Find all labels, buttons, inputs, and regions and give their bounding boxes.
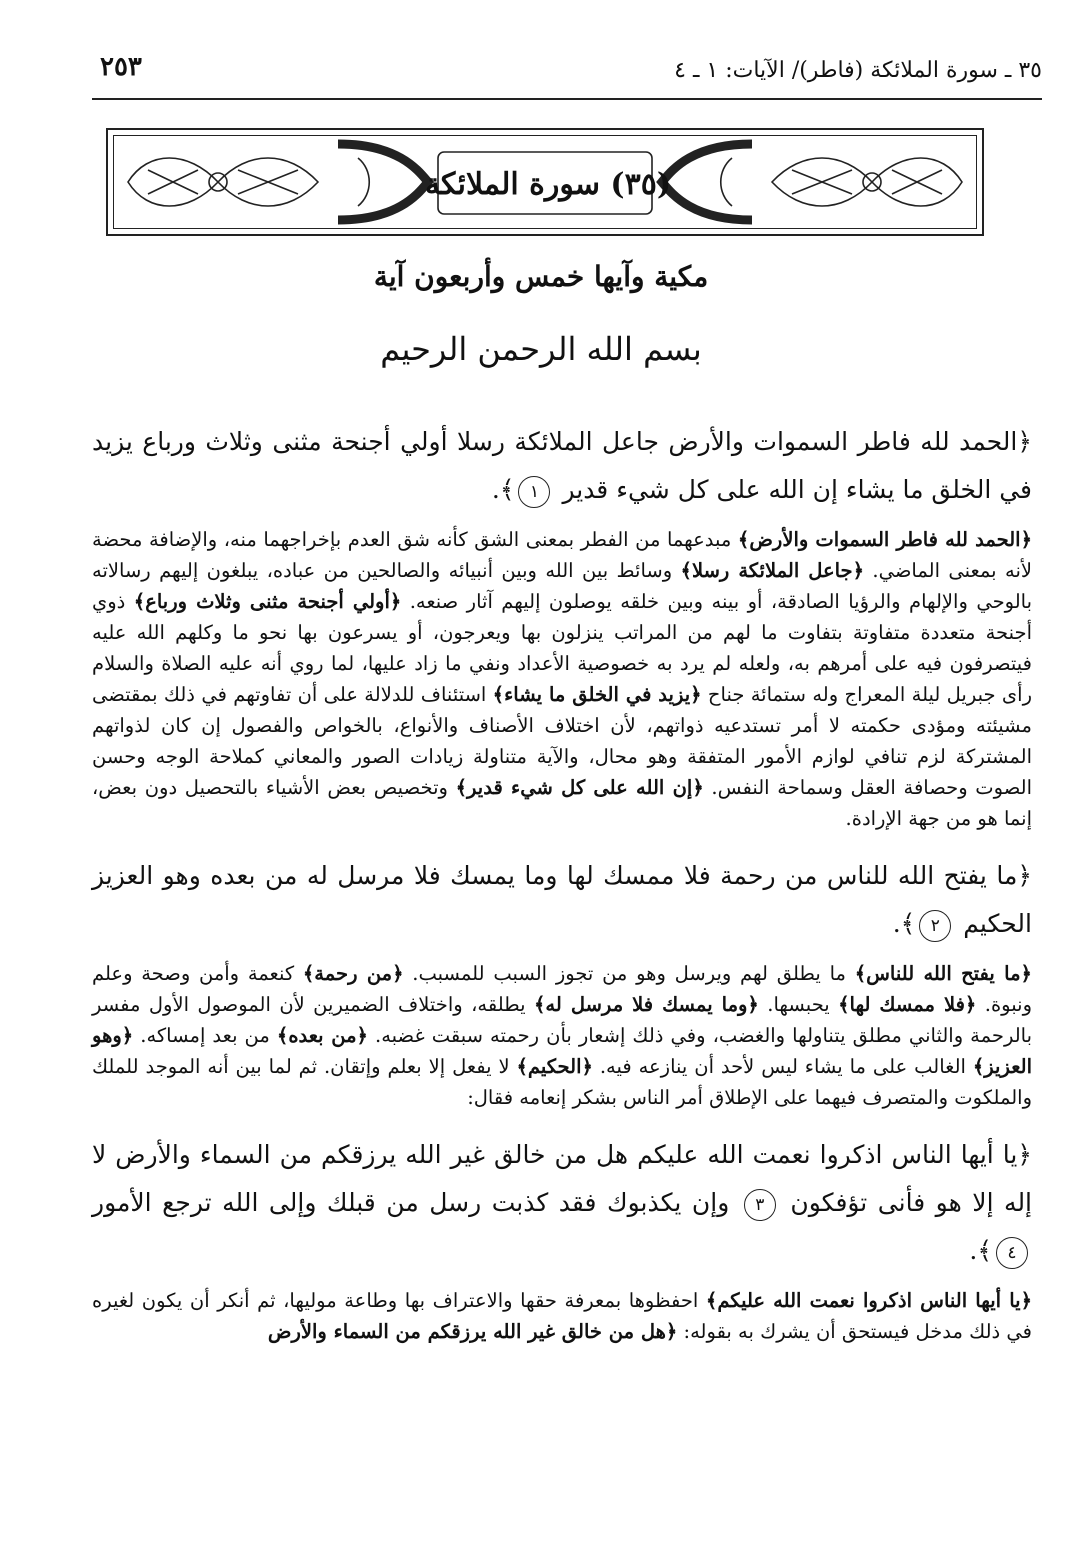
text-segment: ذوي أجنحة متعددة متفاوتة بتفاوت ما لهم من المراتب ينزلون بها ويعرجون، أو يسرعون بها نحو ما وكلهم الله عليه فيتصرفون فيه على أمرهم به، ولعله لم يرد به خصوصية الأعداد ونفي ما زاد عليها، لما روي أنه عليه الصلاة والسلام رأى جبريل ليلة المعراج وله ستمائة جناح xyxy=(92,590,1033,706)
verse-text: ﴿ما يفتح الله للناس من رحمة فلا ممسك لها وما يمسك فلا مرسل له من بعده وهو العزيز الحكيم xyxy=(92,861,1032,938)
surah-banner xyxy=(106,128,984,236)
verse-text: وإن يكذبوك فقد كذبت رسل من قبلك وإلى الله ترجع الأمور xyxy=(92,1188,740,1217)
quote-segment: ﴿إن الله على كل شيء قدير﴾ xyxy=(455,776,704,799)
ayah-number-marker: ٣ xyxy=(744,1189,776,1221)
quote-segment: ﴿فلا ممسك لها﴾ xyxy=(838,993,977,1016)
text-segment: ما يطلق لهم ويرسل وهو من تجوز السبب للمسبب. xyxy=(403,962,855,985)
text-segment: استئناف للدلالة على أن تفاوتهم في ذلك بمقتضى مشيئته ومؤدى حكمته لا أمر تستدعيه ذواتهم، لأن اختلاف الأصناف والأنواع، بالخواص والفصول إن كان لذواتهم المشتركة لزم تنافي لوازم الأمور المتفقة وهو محال، والآية متناولة زيادات الصور والمعاني كملاحة الوجه وحسن الصوت وحصافة العقل وسماحة النفس. xyxy=(92,683,1033,799)
verse-block xyxy=(92,1131,1032,1275)
text-segment: يحبسها. xyxy=(758,993,839,1016)
quote-segment: ﴿يا أيها الناس اذكروا نعمت الله عليكم﴾ xyxy=(705,1289,1032,1312)
verse-end: ﴾. xyxy=(491,475,515,504)
quote-segment: ﴿من بعده﴾ xyxy=(276,1024,368,1047)
basmala: بسم الله الرحمن الرحيم xyxy=(380,330,702,368)
text-body xyxy=(92,418,1032,1365)
quote-segment: ﴿ما يفتح الله للناس﴾ xyxy=(854,962,1032,985)
quote-segment: ﴿جاعل الملائكة رسلا﴾ xyxy=(680,559,865,582)
header-title: ٣٥ ـ سورة الملائكة (فاطر)/ الآيات: ١ ـ ٤ xyxy=(674,58,1042,83)
verse-text: ﴿يا أيها الناس اذكروا نعمت الله عليكم هل من خالق غير الله يرزقكم من السماء والأرض لا إله إلا هو فأنى تؤفكون xyxy=(92,1140,1033,1217)
surah-subtitle: مكية وآيها خمس وأربعون آية xyxy=(373,260,709,293)
quote-segment: ﴿الحمد لله فاطر السموات والأرض﴾ xyxy=(737,528,1032,551)
quote-segment: ﴿وما يمسك فلا مرسل له﴾ xyxy=(534,993,759,1016)
quote-segment: ﴿يزيد في الخلق ما يشاء﴾ xyxy=(492,683,702,706)
commentary-block xyxy=(92,958,1032,1113)
page-number: ٢٥٣ xyxy=(100,52,142,82)
ayah-number-marker: ١ xyxy=(518,476,550,508)
text-segment: مبدعهما من الفطر بمعنى الشق كأنه شق العدم بإخراجهما منه، والإضافة محضة لأنه بمعنى الماضي. xyxy=(92,528,1032,582)
text-segment: كنعمة وأمن وصحة وعلم ونبوة. xyxy=(92,962,1032,1016)
verse-end: ﴾. xyxy=(969,1236,992,1265)
text-segment: الغالب على ما يشاء ليس لأحد أن ينازعه فيه. xyxy=(592,1055,973,1078)
verse-block xyxy=(92,852,1032,948)
text-segment: من بعد إمساكه. xyxy=(133,1024,277,1047)
quote-segment: ﴿أولي أجنحة مثنى وثلاث ورباع﴾ xyxy=(133,590,402,613)
quote-segment: ﴿من رحمة﴾ xyxy=(302,962,404,985)
text-segment: لا يفعل إلا بعلم وإتقان. ثم لما بين أنه الموجد للملك والملكوت والمتصرف فيهما على الإطلاق أمر الناس بشكر إنعامه فقال: xyxy=(92,1055,1032,1109)
text-segment: وتخصيص بعض الأشياء بالتحصيل دون بعض، إنما هو من جهة الإرادة. xyxy=(92,776,1032,830)
surah-title: (٣٥) سورة الملائكة xyxy=(424,166,672,202)
text-segment: يطلقه، واختلاف الضميرين لأن الموصول الأول مفسر بالرحمة والثاني مطلق يتناولها والغضب، وفي ذلك إشعار بأن رحمته سبقت غضبه. xyxy=(92,993,1033,1047)
commentary-block xyxy=(92,524,1032,834)
quote-segment: ﴿الحكيم﴾ xyxy=(516,1055,593,1078)
ayah-number-marker: ٤ xyxy=(996,1237,1028,1269)
text-segment: وسائط بين الله وبين أنبيائه والصالحين من عباده، يبلغون إليهم رسالاته بالوحي والإلهام والرؤيا الصادقة، أو بينه وبين خلقه يوصلون إليهم آثار صنعه. xyxy=(92,559,1033,613)
quote-segment: ﴿هل من خالق غير الله يرزقكم من السماء والأرض xyxy=(267,1320,678,1343)
verse-text: ﴿الحمد لله فاطر السموات والأرض جاعل الملائكة رسلا أولي أجنحة مثنى وثلاث ورباع يزيد في الخلق ما يشاء إن الله على كل شيء قدير xyxy=(92,427,1032,504)
ayah-number-marker: ٢ xyxy=(919,910,951,942)
text-segment: احفظوها بمعرفة حقها والاعتراف بها وطاعة موليها، ثم أنكر أن يكون لغيره في ذلك مدخل فيستحق أن يشرك به بقوله: xyxy=(92,1289,1032,1343)
commentary-block xyxy=(92,1285,1032,1347)
verse-block xyxy=(92,418,1032,514)
running-header xyxy=(92,52,1042,100)
verse-end: ﴾. xyxy=(892,909,916,938)
quote-segment: ﴿وهو العزيز﴾ xyxy=(92,1024,1032,1078)
